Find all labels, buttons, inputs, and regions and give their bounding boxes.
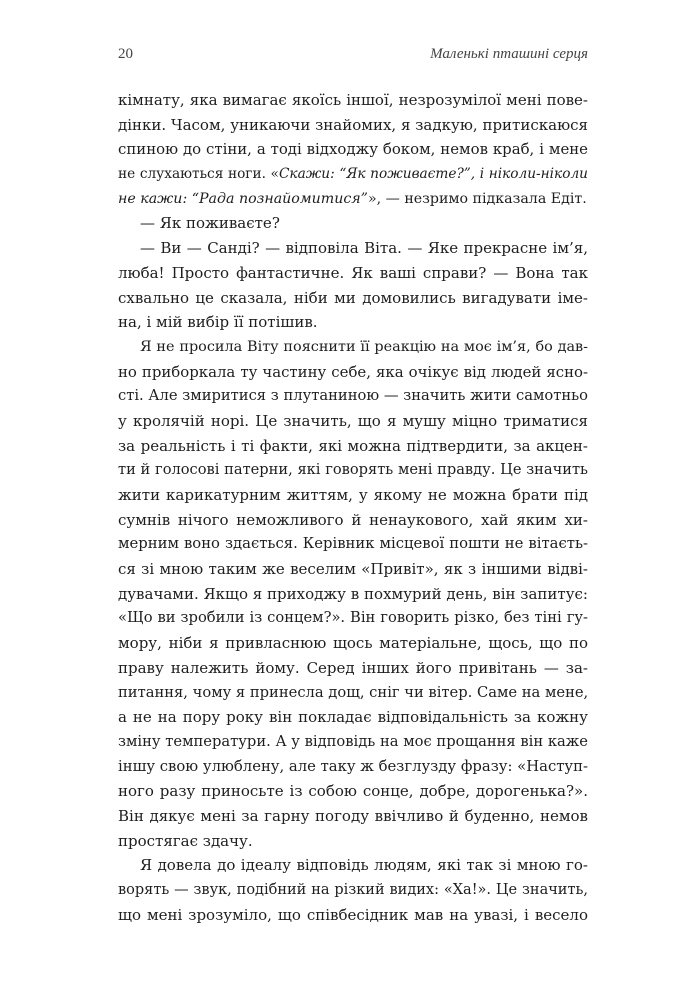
text-run: іншу свою улюблену, але таку ж безглузду фразу: «Наступ- (118, 757, 588, 775)
text-line (118, 779, 588, 804)
text-line (118, 804, 588, 829)
italic-run: Скажи: “Як поживаєте?”, і ніколи-ніколи (278, 166, 588, 183)
text-line (118, 878, 588, 903)
text-run: кімнату, яка вимагає якоїсь іншої, незрозумілої мені пове- (118, 91, 588, 109)
text-run: праву належить йому. Серед інших його привітань — за- (118, 658, 588, 677)
text-line (118, 582, 588, 607)
text-line (118, 458, 588, 483)
text-run: спиною до стіни, а тоді відходжу боком, немов краб, і мене (118, 140, 588, 159)
text-line (118, 681, 588, 706)
text-line (118, 705, 588, 730)
text-line (118, 236, 588, 261)
body-text (118, 88, 588, 927)
text-line (118, 483, 588, 508)
text-run: люба! Просто фантастичне. Як ваші справи? — Вона так (118, 263, 588, 282)
text-run: Я не просила Віту пояснити її реакцію на моє ім’я, бо дав- (140, 338, 588, 355)
text-run: що мені зрозуміло, що співбесідник мав на увазі, і весело (118, 905, 588, 924)
text-run: ти й голосові патерни, які говорять мені правду. Це значить (118, 461, 588, 479)
text-line (118, 508, 588, 533)
text-run: но приборкала ту частину себе, яка очікує від людей ясно- (118, 362, 588, 381)
text-run: ся зі мною таким же веселим «Привіт», як з іншими відві- (118, 560, 588, 579)
text-line (118, 187, 588, 212)
text-line (118, 730, 588, 755)
text-line (118, 409, 588, 434)
text-line (118, 557, 588, 582)
text-line (118, 853, 588, 878)
text-run: за реальність і ті факти, які можна підтвердити, за акцен- (118, 436, 588, 455)
italic-run: не кажи: “Рада познайомитися” (118, 190, 368, 207)
text-line (118, 310, 588, 335)
text-line (118, 631, 588, 656)
text-run: сті. Але змиритися з плутаниною — значить жити самотньо (118, 387, 588, 405)
text-line (118, 606, 588, 631)
text-run: «Що ви зробили із сонцем?». Він говорить різко, без тіні гу- (118, 609, 588, 627)
text-run: на, і мій вибір її потішив. (118, 313, 318, 332)
text-run: сумнів нічого неможливого й ненаукового, хай яким хи- (118, 510, 588, 529)
text-run: — Як поживаєте? (140, 214, 280, 233)
text-run: питання, чому я принесла дощ, сніг чи вітер. Саме на мене, (118, 683, 589, 701)
text-run: ворять — звук, подібний на різкий видих: «Ха!». Це значить, (118, 882, 588, 898)
text-line (118, 261, 588, 286)
text-run: не слухаються ноги. « (118, 166, 279, 183)
text-run: — Ви — Санді? — відповіла Віта. — Яке прекрасне ім’я, (140, 239, 588, 258)
text-run: Він дякує мені за гарну погоду ввічливо й буденно, немов (118, 806, 588, 825)
text-line (118, 755, 588, 780)
text-run: Я довела до ідеалу відповідь людям, які так зі мною го- (140, 856, 588, 875)
text-line (118, 903, 588, 928)
text-line (118, 88, 588, 113)
text-line (118, 829, 588, 854)
text-line (118, 211, 588, 236)
text-run: », — незримо підказала Едіт. (367, 190, 587, 207)
page-header (118, 46, 588, 70)
page-number: 20 (118, 46, 133, 62)
text-run: мерним воно здається. Керівник місцевої пошти не вітаєть- (118, 535, 588, 553)
text-run: зміну температури. А у відповідь на моє прощання він каже (118, 732, 588, 750)
text-line (118, 162, 588, 187)
text-run: дінки. Часом, уникаючи знайомих, я задкую, притискаюся (118, 115, 588, 134)
text-run: простягає здачу. (118, 831, 253, 850)
text-run: а не на пору року він покладає відповідальність за кожну (118, 708, 588, 727)
text-line (118, 286, 588, 311)
text-line (118, 384, 588, 409)
text-line (118, 532, 588, 557)
text-run: схвально це сказала, ніби ми домовились вигадувати іме- (118, 288, 588, 307)
running-title: Маленькі пташині серця (430, 46, 588, 62)
text-run: ного разу приносьте із собою сонце, добре, дорогенька?». (118, 782, 588, 801)
text-line (118, 434, 588, 459)
text-line (118, 137, 588, 162)
text-line (118, 360, 588, 385)
text-run: дувачами. Якщо я приходжу в похмурий день, він запитує: (118, 584, 588, 603)
text-line (118, 113, 588, 138)
text-run: мору, ніби я привласнюю щось матеріальне, щось, що по (118, 634, 588, 653)
text-run: жити карикатурним життям, у якому не можна брати під (118, 486, 588, 504)
text-line (118, 335, 588, 360)
text-run: у кролячій норі. Це значить, що я мушу міцно триматися (118, 411, 588, 430)
text-line (118, 656, 588, 681)
